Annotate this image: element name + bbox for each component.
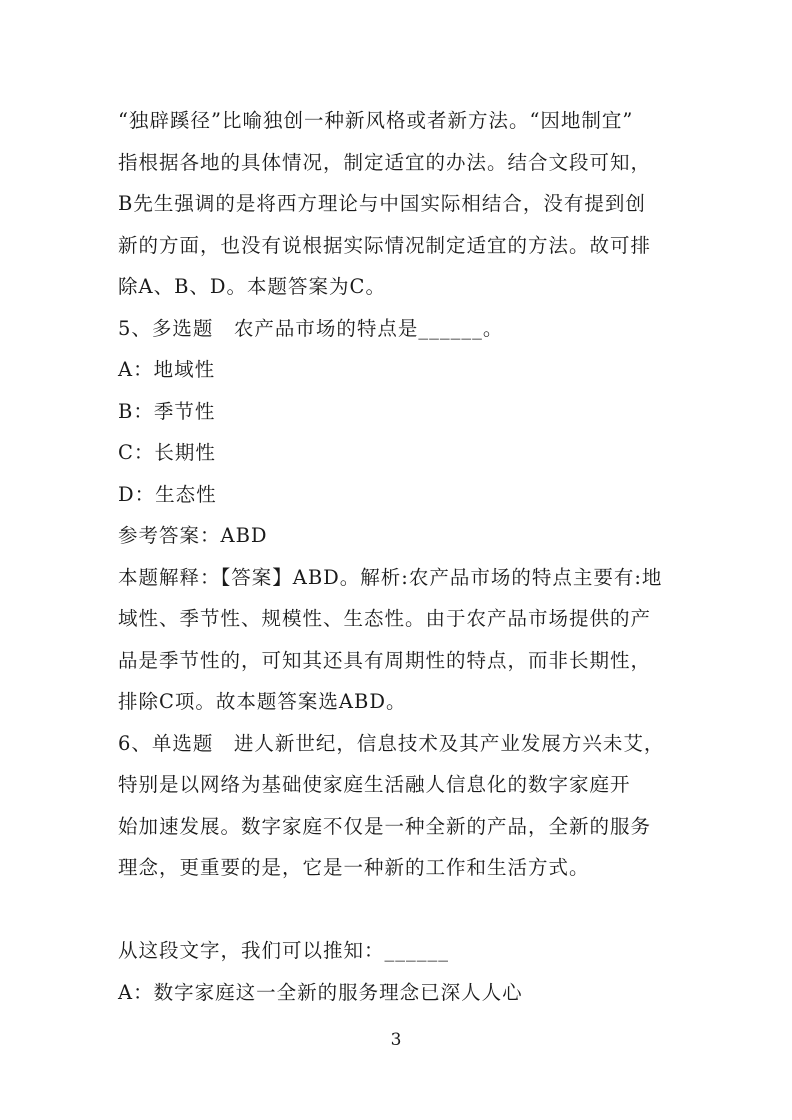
question-5-explanation-line: 本题解释：【答案】ABD。解析:农产品市场的特点主要有:地 — [118, 565, 663, 589]
question-6-stem-line: 理念，更重要的是，它是一种新的工作和生活方式。 — [118, 856, 590, 879]
explanation-line: 新的方面，也没有说根据实际情况制定适宜的方法。故可排 — [118, 233, 652, 257]
question-5-stem: 5、多选题 农产品市场的特点是______。 — [118, 316, 504, 340]
question-5-option-d: D：生态性 — [118, 482, 217, 506]
question-5-option-b: B：季节性 — [118, 399, 216, 423]
page-content — [118, 100, 678, 1013]
question-5-explanation-line: 品是季节性的，可知其还具有周期性的特点，而非长期性， — [118, 648, 652, 672]
explanation-line: 除A、B、D。本题答案为C。 — [118, 275, 386, 298]
question-5-option-c: C：长期性 — [118, 441, 216, 464]
page-number: 3 — [390, 1030, 402, 1050]
question-5-option-a: A：地域性 — [118, 358, 216, 381]
question-5-explanation-line: 域性、季节性、规模性、生态性。由于农产品市场提供的产 — [118, 607, 652, 630]
question-6-stem-line: 6、单选题 进人新世纪，信息技术及其产业发展方兴未艾， — [118, 731, 665, 755]
question-6-prompt: 从这段文字，我们可以推知：______ — [118, 939, 450, 962]
question-6-option-a: A：数字家庭这一全新的服务理念已深人人心 — [118, 980, 523, 1004]
explanation-line: B先生强调的是将西方理论与中国实际相结合，没有提到创 — [118, 192, 646, 215]
question-5-answer: 参考答案：ABD — [118, 524, 268, 547]
blank-gap — [118, 889, 678, 931]
question-6-stem-line: 特别是以网络为基础使家庭生活融人信息化的数字家庭开 — [118, 773, 631, 796]
question-5-explanation-line: 排除C项。故本题答案选ABD。 — [118, 690, 407, 713]
explanation-line: 指根据各地的具体情况，制定适宜的办法。结合文段可知， — [118, 150, 652, 174]
question-6-stem-line: 始加速发展。数字家庭不仅是一种全新的产品，全新的服务 — [118, 814, 652, 838]
explanation-line: “独辟蹊径”比喻独创一种新风格或者新方法。“因地制宜” — [118, 109, 634, 132]
